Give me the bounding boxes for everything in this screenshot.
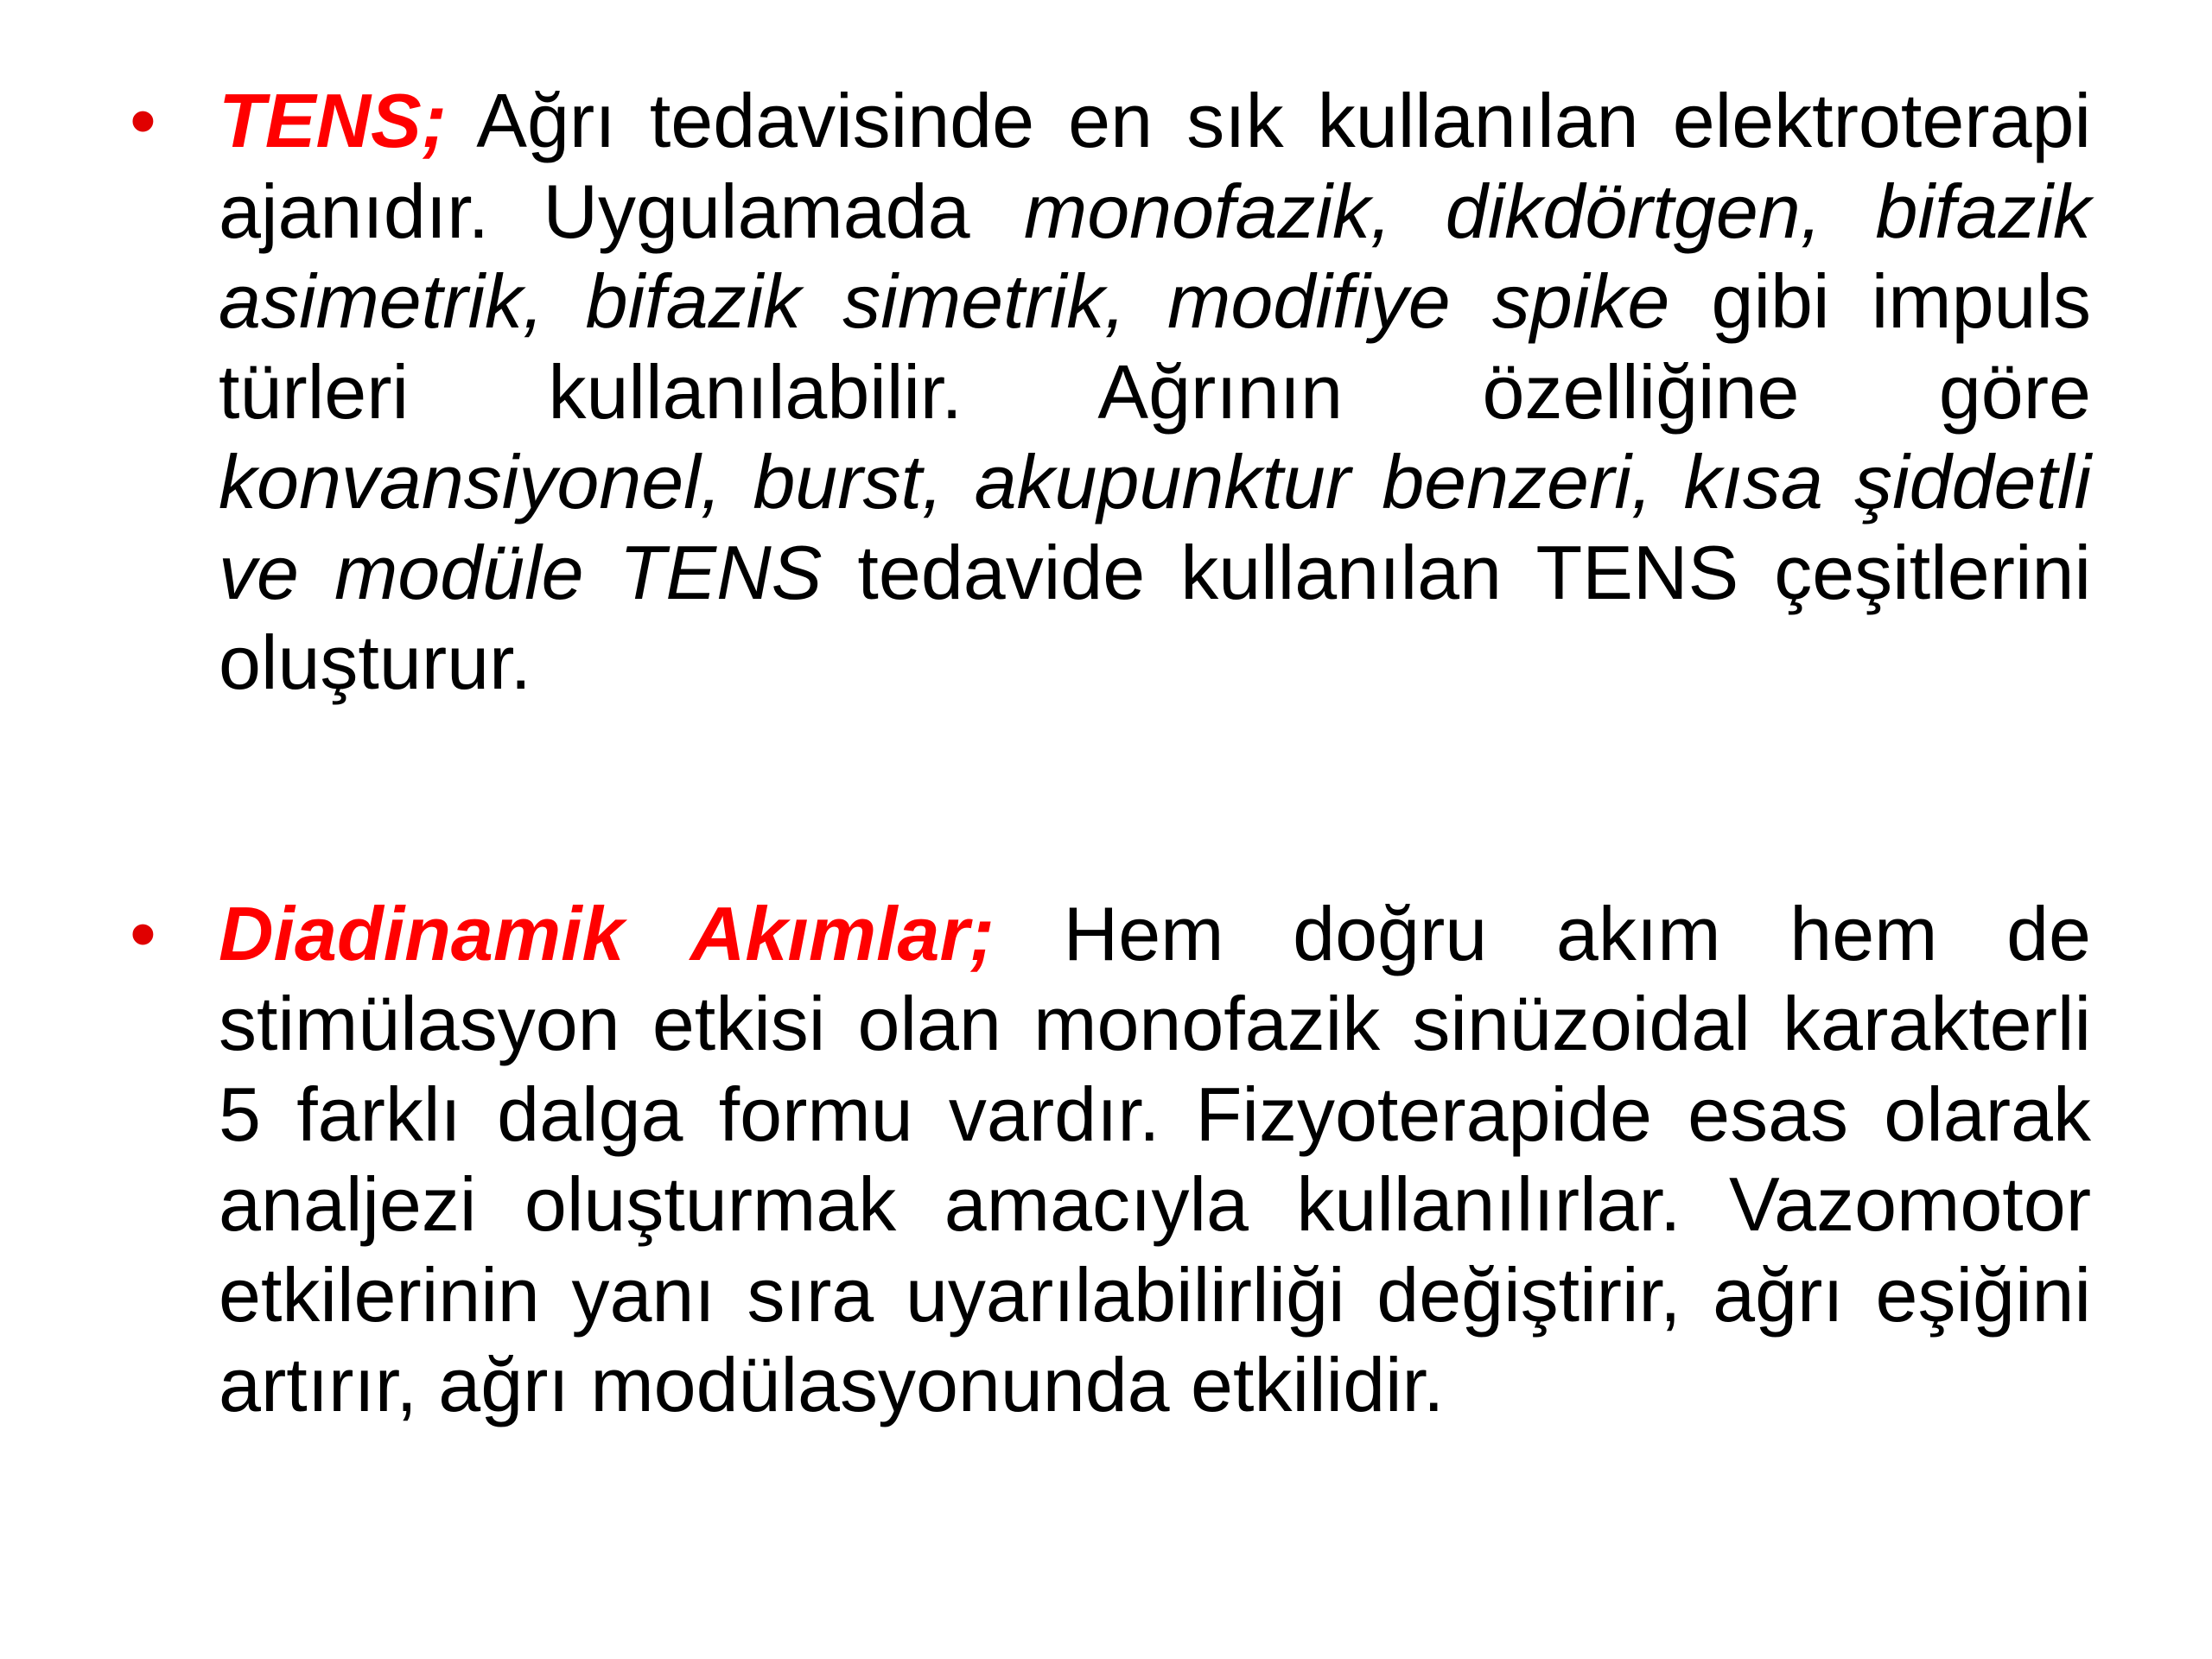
paragraph-text: Ağrı tedavisinde en sık kullanılan elektroterapi ajanıdır. Uygulamada <box>219 78 2091 254</box>
italic-text: monofazik, dikdörtgen, bifazik asimetrik, bifazik simetrik, modifiye spike <box>219 168 2091 344</box>
bullet-item-diadinamik <box>130 889 2091 1431</box>
bullet-icon: • <box>130 78 156 163</box>
paragraph-text: gibi impuls türleri kullanılabilir. Ağrının özelliğine göre <box>219 258 2092 435</box>
paragraph-text: Hem doğru akım hem de stimülasyon etkisi olan monofazik sinüzoidal karakterli 5 farklı dalga formu vardır. Fizyoterapide esas olarak analjezi oluşturmak amacıyla kullanılırlar. Vazomotor etkilerinin yanı sıra uyarılabilirliği değiştirir, ağrı eşiğini artırır, ağrı modülasyonunda etkilidir. <box>219 890 2091 1427</box>
bullet-icon: • <box>130 890 156 976</box>
italic-text: konvansiyonel, burst, akupunktur benzeri, kısa şiddetli ve modüle TENS <box>219 439 2091 615</box>
term-label: Diadinamik Akımlar; <box>219 890 995 976</box>
paragraph-text: tedavide kullanılan TENS çeşitlerini oluşturur. <box>219 529 2092 705</box>
term-label: TENS; <box>219 78 447 163</box>
bullet-list <box>130 76 2091 1431</box>
bullet-item-tens <box>130 76 2091 709</box>
